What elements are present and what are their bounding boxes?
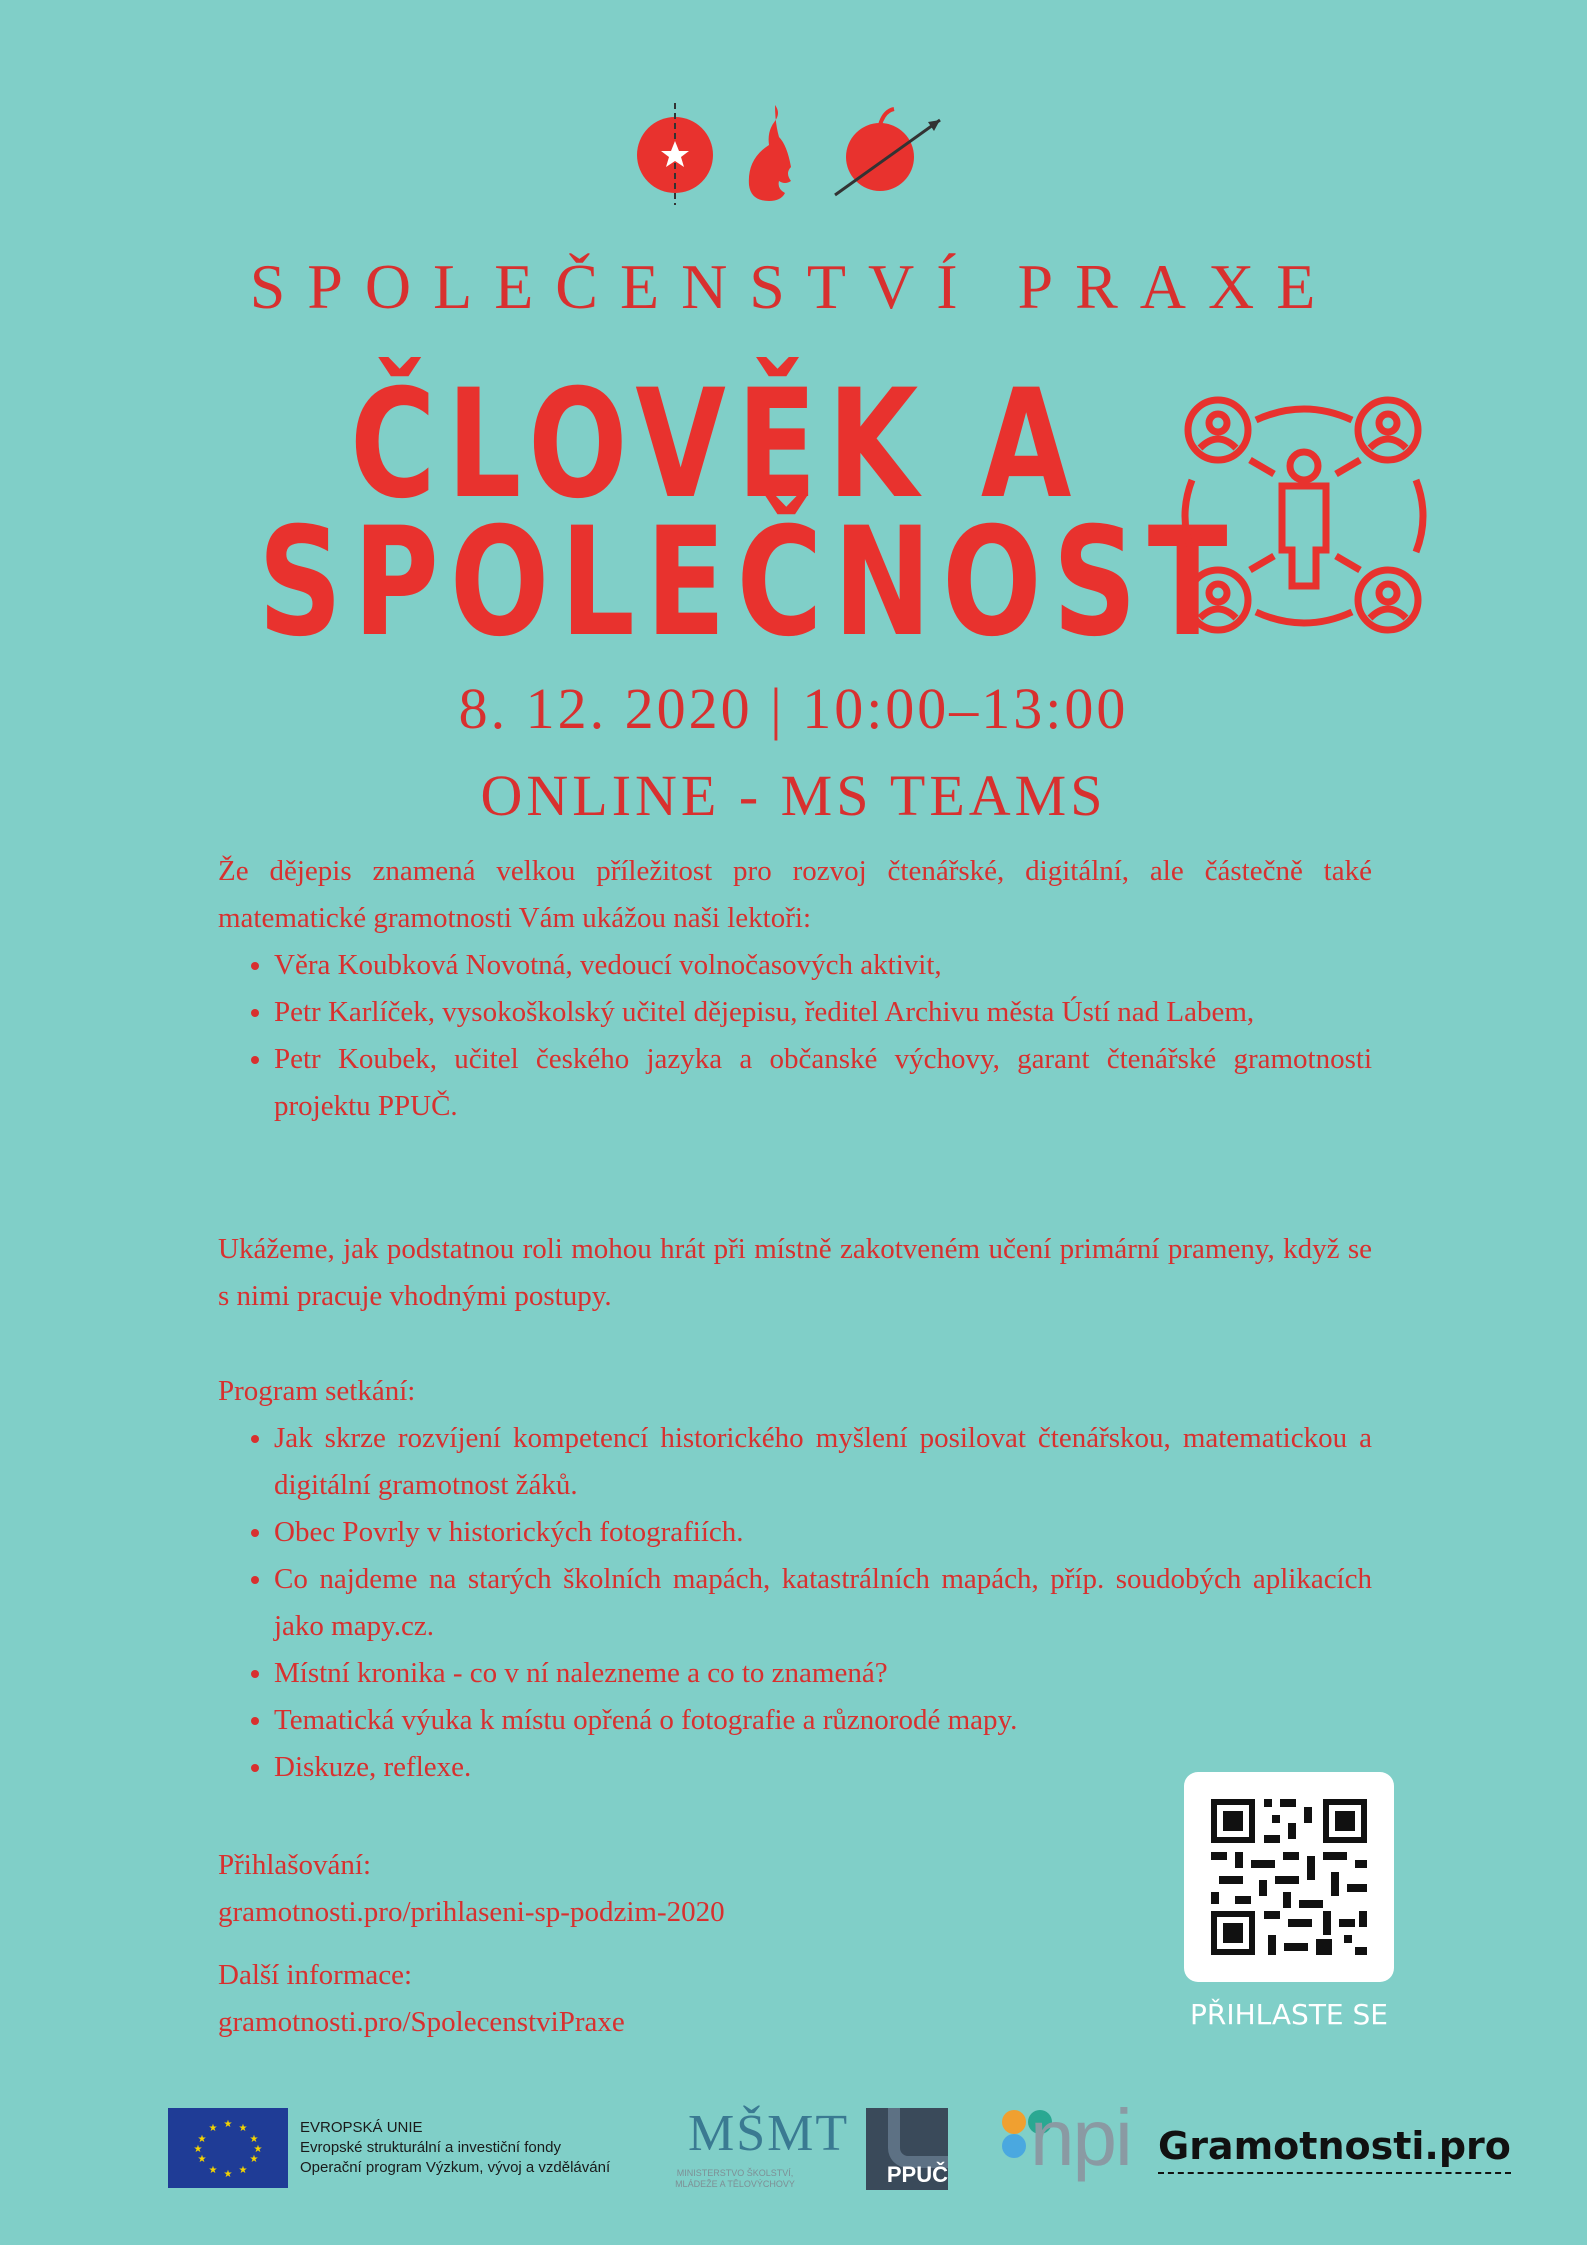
svg-text:★: ★ <box>249 2134 259 2145</box>
svg-text:★: ★ <box>253 2144 263 2155</box>
msmt-line-1: MINISTERSTVO ŠKOLSTVÍ, <box>676 2168 794 2178</box>
program-list <box>218 1415 1372 1791</box>
supertitle: SPOLEČENSTVÍ PRAXE <box>249 251 1338 322</box>
cut-apple-icon <box>637 103 713 205</box>
registration-section <box>218 1842 725 1936</box>
title-line-2: SPOLEČNOST <box>258 496 1239 670</box>
svg-text:★: ★ <box>238 2123 248 2134</box>
list-item: • Obec Povrly v historických fotografiích. <box>274 1509 1372 1556</box>
qr-caption: PŘIHLASTE SE <box>1190 1998 1388 2031</box>
svg-text:★: ★ <box>208 2165 218 2176</box>
list-item: • Co najdeme na starých školních mapách, katastrálních mapách, příp. soudobých aplikacích jako mapy.cz. <box>274 1556 1372 1650</box>
program-heading: Program setkání: <box>218 1375 416 1407</box>
eu-flag-logo <box>168 2108 288 2188</box>
list-item: • Diskuze, reflexe. <box>274 1744 1372 1791</box>
bitten-pear-icon <box>749 105 791 201</box>
more-info-section <box>218 1952 625 2046</box>
svg-text:★: ★ <box>197 2154 207 2165</box>
event-datetime: 8. 12. 2020 | 10:00–13:00 <box>458 676 1129 741</box>
list-item: • Místní kronika - co v ní nalezneme a co to znamená? <box>274 1650 1372 1697</box>
program-section <box>218 1368 1372 1791</box>
svg-text:★: ★ <box>197 2134 207 2145</box>
intro-text: Že dějepis znamená velkou příležitost pro rozvoj čtenářské, digitální, ale částečně také matematické gramotnosti Vám ukážou naši lektoři: <box>218 855 1372 934</box>
apple-arrow-icon <box>835 109 940 195</box>
svg-text:★: ★ <box>223 2119 233 2130</box>
svg-text:★: ★ <box>249 2154 259 2165</box>
more-info-label: Další informace: <box>218 1959 413 1991</box>
description-paragraph <box>218 1226 1372 1320</box>
registration-link[interactable]: gramotnosti.pro/prihlaseni-sp-podzim-2020 <box>218 1896 725 1928</box>
qr-code-image <box>1184 1772 1394 1982</box>
msmt-line-2: MLÁDEŽE A TĚLOVÝCHOVY <box>675 2179 795 2189</box>
npi-logo-text: npi <box>1030 2093 1131 2182</box>
ppuc-logo-text: PPUČ <box>886 2162 948 2187</box>
registration-label: Přihlašování: <box>218 1849 372 1881</box>
eu-line-3: Operační program Výzkum, vývoj a vzdělávání <box>300 2159 611 2176</box>
eu-funding-text <box>300 2118 610 2178</box>
svg-text:★: ★ <box>238 2165 248 2176</box>
eu-line-1: EVROPSKÁ UNIE <box>300 2119 423 2136</box>
gramotnosti-logo: Gramotnosti.pro <box>1158 2124 1511 2174</box>
title-line-1: ČLOVĚK A <box>350 358 1083 532</box>
fruit-logos <box>630 95 950 205</box>
people-network-icon <box>1178 390 1438 650</box>
list-item: • Petr Koubek, učitel českého jazyka a občanské výchovy, garant čtenářské gramotnosti projektu PPUČ. <box>274 1036 1372 1130</box>
svg-text:★: ★ <box>193 2144 203 2155</box>
description-text: Ukážeme, jak podstatnou roli mohou hrát při místně zakotveném učení primární prameny, když se s nimi pracuje vhodnými postupy. <box>218 1233 1372 1312</box>
svg-text:★: ★ <box>208 2123 218 2134</box>
eu-line-2: Evropské strukturální a investiční fondy <box>300 2139 561 2156</box>
intro-section <box>218 848 1372 1130</box>
msmt-logo: MŠMT <box>688 2105 850 2162</box>
list-item: • Věra Koubková Novotná, vedoucí volnočasových aktivit, <box>274 942 1372 989</box>
list-item: • Petr Karlíček, vysokoškolský učitel dějepisu, ředitel Archivu města Ústí nad Labem, <box>274 989 1372 1036</box>
qr-code[interactable] <box>1184 1772 1394 1982</box>
event-venue: ONLINE - MS TEAMS <box>480 763 1107 828</box>
svg-text:★: ★ <box>223 2169 233 2180</box>
msmt-logo-text <box>650 2168 820 2190</box>
list-item: • Jak skrze rozvíjení kompetencí historického myšlení posilovat čtenářskou, matematickou a digitální gramotnost žáků. <box>274 1415 1372 1509</box>
more-info-link[interactable]: gramotnosti.pro/SpolecenstviPraxe <box>218 2006 625 2038</box>
list-item: • Tematická výuka k místu opřená o fotografie a různorodé mapy. <box>274 1697 1372 1744</box>
lecturer-list <box>218 942 1372 1130</box>
